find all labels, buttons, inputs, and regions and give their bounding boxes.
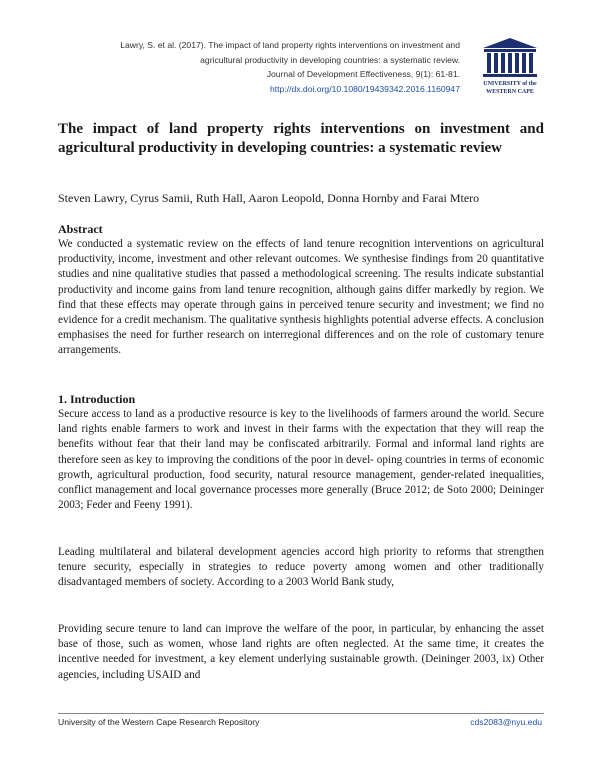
intro-paragraph-3: Providing secure tenure to land can improve the welfare of the poor, in particular, by enhancing the asset base of those, such as women, whose land rights are often neglected. At the same time, it creates the incentive needed for investment, a key element underlying sustainable growth. (Deininger 2003, ix) Other agencies, including USAID and	[58, 623, 544, 681]
intro-paragraph-2: Leading multilateral and bilateral development agencies accord high priority to reforms that strengthen tenure security, especially in strategies to reduce poverty among women and other traditionally disadvantaged members of society. According to a 2003 World Bank study,	[58, 546, 544, 589]
paper-title: The impact of land property rights interventions on investment and agricultural productivity in developing countries: a systematic review	[58, 121, 544, 156]
intro-heading: 1. Introduction	[58, 392, 136, 406]
footer-divider	[58, 713, 544, 714]
university-building-icon	[481, 36, 539, 80]
logo-text-line2: WESTERN CAPE	[486, 89, 534, 95]
footer-email[interactable]: cds2083@nyu.edu	[470, 717, 542, 727]
abstract-text: We conducted a systematic review on the effects of land tenure recognition interventions on agricultural productivity, income, investment and other relevant outcomes. We synthesise findings from 20 quantitative studies and nine qualitative studies that passed a methodological screening. The results indicate substantial productivity and income gains from land tenure recognition, although gains differ markedly by region. We find that these effects may operate through gains in perceived tenure security and investment; we find no evidence for a credit mechanism. The qualitative synthesis highlights potential adverse effects. A conclusion emphasises the need for further research on interregional differences and on the role of customary tenure arrangements.	[58, 238, 544, 357]
author-list: Steven Lawry, Cyrus Samii, Ruth Hall, Aaron Leopold, Donna Hornby and Farai Mtero	[58, 191, 480, 205]
citation-line: Journal of Development Effectiveness, 9(1): 61-81.	[266, 69, 460, 79]
doi-link[interactable]: http://dx.doi.org/10.1080/19439342.2016.1160947	[269, 83, 460, 94]
citation-block	[60, 38, 460, 96]
university-logo	[474, 36, 546, 96]
logo-text-line1: UNIVERSITY of the	[483, 81, 537, 87]
citation-line: Lawry, S. et al. (2017). The impact of land property rights interventions on investment and	[120, 40, 460, 50]
footer-repository: University of the Western Cape Research Repository	[58, 717, 260, 727]
citation-line: agricultural productivity in developing countries: a systematic review.	[200, 54, 460, 65]
abstract-heading: Abstract	[58, 222, 103, 236]
intro-paragraph-1: Secure access to land as a productive resource is key to the livelihoods of farmers around the world. Secure land rights enable farmers to work and invest in their farms with the expectation that they will reap the benefits without fear that their land may be confiscated arbitrarily. Formal and informal land rights are therefore seen as key to improving the conditions of the poor in devel- oping countries in terms of economic growth, agricultural production, food security, natural resource management, gender-related inequalities, conflict management and local governance processes more generally (Bruce 2012; de Soto 2000; Deininger 2003; Feder and Feeny 1991).	[58, 408, 544, 512]
